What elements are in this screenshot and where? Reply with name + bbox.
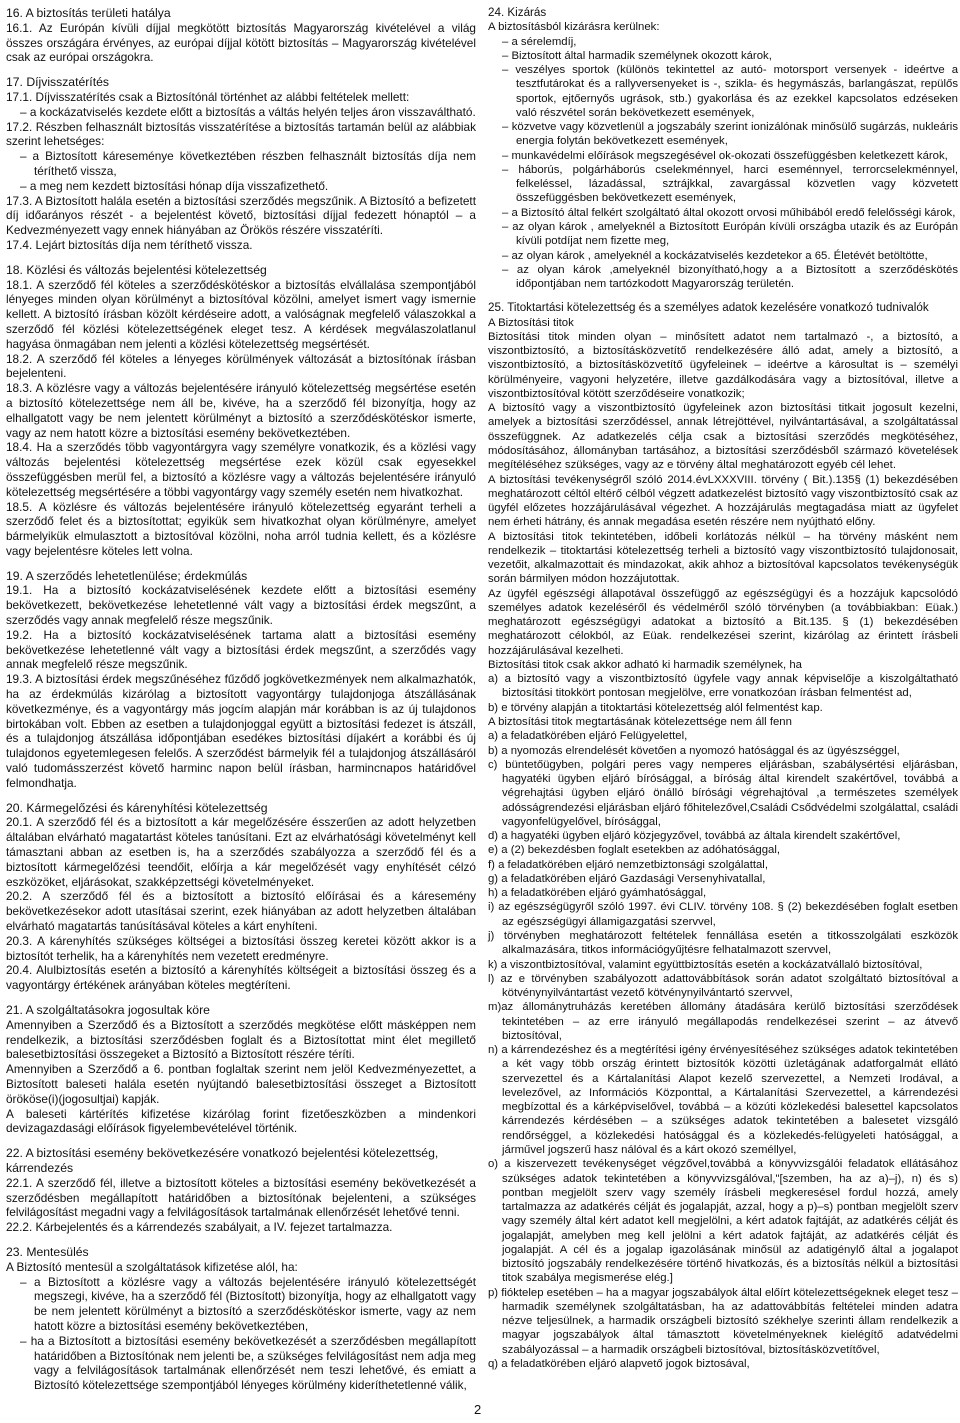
disclosure-exception-list	[488, 729, 958, 1371]
section-17-heading: 17. Díjvisszatérítés	[6, 75, 109, 90]
list-item-17-2a: – a Biztosított káreseménye következtében részben felhasznált biztosítás díja nem téríthető vissza,	[20, 149, 476, 178]
paragraph-20-2: 20.2. A szerződő fél és a biztosított a biztosító előírásai és a káresemény bekövetkezésekor adott utasításai szerint, ezek hiányában az adott helyzetben általában elvárható magatartás tanúsításával köteles a kárt enyhíteni.	[6, 889, 476, 934]
paragraph-16-1: 16.1. Az Európán kívüli díjjal megkötött biztosítás Magyarország kivételével a világ összes országára érvényes, az európai díjjal kötött biztosítás – Magyarország kivételével csak az európai országokra.	[6, 20, 476, 65]
paragraph-18-5: 18.5. A közlésre és változás bejelentésére irányuló kötelezettség egyaránt terheli a szerződő felet és a biztosítottat; egyikük sem hivatkozhat olyan körülményre, amelyet bármelyikük elmulasztott a biztosítóval közölni, noha arról tudnia kellett, és a közlésre vagy bejelentésre köteles lett volna.	[6, 499, 476, 558]
section-25-subheading: A Biztosítási titok	[488, 316, 574, 329]
section-22-heading: 22. A biztosítási esemény bekövetkezésére vonatkozó bejelentési kötelezettség, kárrendezés	[6, 1146, 439, 1175]
section-20-heading: 20. Kármegelőzési és kárenyhítési kötelezettség	[6, 800, 268, 815]
paragraph-20-4: 20.4. Alulbiztosítás esetén a biztosító a kárenyhítés költségeit a biztosítási összeg és a vagyontárgy értékének arányában köteles megtéríteni.	[6, 963, 476, 993]
paragraph-17-3: 17.3. A Biztosított halála esetén a biztosítási szerződés megszűnik. A Biztosító a befizetett díj időarányos részét - a bejelentést követő, biztosítási díjjal fedezett hónaptól – a Kedvezményezett vagy ennek hiányában az Örökös részére visszatéríti.	[6, 193, 476, 238]
list-item-23-b: – ha a Biztosított a biztosítási esemény bekövetkezését a szerződésben megállapított határidőben a Biztosítónak nem jelenti be, a szükséges felvilágosítást nem adja meg vagy a felvilágosítások tartalmának ellenőrzését nem teszi lehetővé, és emiatt a Biztosító kötelezettsége szempontjából lényeges körülmény kideríthetetlenné válik,	[20, 1333, 476, 1393]
list-item: a) a feladatkörében eljáró Felügyelettel,	[488, 730, 688, 743]
paragraph-21-3: A baleseti kártérítés kifizetése kizárólag forint fizetőeszközben a mindenkori devizagazdasági előírások figyelembevételével történik.	[6, 1106, 476, 1136]
list-item: q) a feladatkörében eljáró alapvető jogok biztosával,	[488, 1357, 750, 1370]
section-21-heading: 21. A szolgáltatásokra jogosultak köre	[6, 1003, 210, 1017]
list-item: – veszélyes sportok (különös tekintettel az autó- motorsport versenyek - ideértve a tesztfutárokat és a rallyversenyeket is -, szikla- és hegymászás, barlangászat, repülős sportok, ejtőernyős ugrások, stb.) gyakorlása és az ezekkel kapcsolatos edzéseken való részvétel során bekövetkezett események,	[502, 64, 958, 119]
list-item: – az olyan károk , amelyeknél a kockázatviselés kezdetekor a 65. Életévét betöltötte,	[502, 249, 928, 262]
section-19-heading: 19. A szerződés lehetetlenülése; érdekmúlás	[6, 568, 248, 583]
list-item: k) a viszontbiztosítóval, valamint együttbiztosítás esetén a kockázatvállaló biztosítóval,	[488, 958, 923, 971]
paragraph-20-3: 20.3. A kárenyhítés szükséges költségei a biztosítási összeg keretei között akkor is a biztosítót terhelik, ha a kárenyhítés nem vezetett eredményre.	[6, 933, 476, 963]
list-item: f) a feladatkörében eljáró nemzetbiztonsági szolgálattal,	[488, 858, 768, 871]
list-item: – Biztosított által harmadik személynek okozott károk,	[502, 49, 772, 62]
list-item: – háborús, polgárháborús cselekménnyel, harci eseménnyel, terrorcselekménnyel, felkeléssel, lázadással, sztrájkkal, zavargással közvetlen vagy közvetett összefüggésben bekövetkezett események,	[502, 163, 958, 205]
exclusion-list	[488, 35, 958, 292]
list-item: – az olyan károk ,amelyeknél bizonyítható,hogy a a Biztosított a szerződéskötés időpontjában nem tartózkodott Magyarország területén.	[502, 263, 958, 291]
paragraph-25-6: Biztosítási titok csak akkor adható ki harmadik személynek, ha	[488, 658, 802, 671]
paragraph-25-4: A biztosítási titok tekintetében, időbeli korlátozás nélkül – ha törvény másként nem rendelkezik – titoktartási kötelezettség terheli a biztosító vagy viszontbiztosító tulajdonosait, vezetőit, alkalmazottait és mindazokat, akik ahhoz a biztosítóval kapcsolatos tevékenységük során bármilyen módon hozzájutottak.	[488, 530, 958, 586]
paragraph-23-intro: A Biztosító mentesül a szolgáltatások kifizetése alól, ha:	[6, 1259, 298, 1274]
paragraph-25-9: A biztosítási titok megtartásának kötelezettsége nem áll fenn	[488, 716, 792, 729]
paragraph-24-intro: A biztosításból kizárásra kerülnek:	[488, 21, 660, 34]
left-column	[6, 6, 476, 1393]
list-item: l) az e törvényben szabályozott adattovábbítások során adatot szolgáltató biztosítóval a kötvénynyilvántartást vezető kötvénynyilvántartó szervvel,	[488, 972, 958, 1000]
list-item-17-2b: – a meg nem kezdett biztosítási hónap díja visszafizethető.	[20, 178, 329, 193]
list-item: i) az egészségügyről szóló 1997. évi CLIV. törvény 108. § (2) bekezdésében foglalt esetben az egészségügyi államigazgatási szervvel,	[488, 901, 958, 928]
paragraph-18-4: 18.4. Ha a szerződés több vagyontárgyra vagy személyre vonatkozik, és a közlési vagy változás bejelentési kötelezettség megsértése ezek közül csak egyesekkel összefüggésben merül fel, a biztosító a közlésre vagy a változás bejelentésére irányuló kötelezettség megsértésére a többi vagyontárgy vagy személy esetén nem hivatkozhat.	[6, 440, 476, 499]
paragraph-25-8: b) e törvény alapján a titoktartási kötelezettség alól felmentést kap.	[488, 701, 823, 714]
paragraph-22-1: 22.1. A szerződő fél, illetve a biztosított köteles a biztosítási esemény bekövetkezését a szerződésben megállapított határidőben a biztosítónak bejelenteni, a szükséges felvilágosítást megadni vagy a felvilágosítások tartalmának ellenőrzését lehetővé tenni.	[6, 1175, 476, 1220]
paragraph-19-2: 19.2. Ha a biztosító kockázatviselésének tartama alatt a biztosítási esemény bekövetkezése lehetetlenné vált vagy a biztosítási érdek megszűnt, a szerződés vagy annak megfelelő része megszűnik.	[6, 627, 476, 672]
paragraph-25-5: Az ügyfél egészségi állapotával összefüggő az egészségügyi és a hozzájuk kapcsolódó személyes adatok kezeléséről és védelméről szóló törvényben (a továbbiakban: Eüak.) meghatározott egészségügyi adatokat a biztosító a Bit.135. § (1) bekezdésében meghatározott célokból, az Eüak. rendelkezései szerint, kizárólag az érintett írásbeli hozzájárulásával kezelheti.	[488, 587, 958, 657]
paragraph-25-1: Biztosítási titok minden olyan – minősített adatot nem tartalmazó -, a biztosító, a viszontbiztosító, a biztosításközvetítő rendelkezésére álló adat, amely a biztosító, a viszontbiztosító, a biztosításközvetítő ügyfeleinek – ideértve a károsultat is – személyi körülményeire, vagyoni helyzetére, illetve gazdálkodására vagy a biztosítóval, illetve a viszontbiztosítóval kötött szerződéseire vonatkozik;	[488, 330, 958, 400]
paragraph-17-4: 17.4. Lejárt biztosítás díja nem téríthető vissza.	[6, 237, 253, 252]
list-item: m)az állománytruházás keretében állomány átadására kerülő biztosítási szerződések tekintetében – az erre irányuló megállapodás rendelkezései szerint – az átvevő biztosítóval,	[488, 1001, 958, 1042]
list-item: – közvetve vagy közvetlenül a jogszabály szerint ionizálónak minősülő sugárzás, nukleáris energia folytán bekövetkezett események,	[502, 121, 958, 148]
list-item: b) a nyomozás elrendelését követően a nyomozó hatósággal és az ügyészséggel,	[488, 744, 900, 757]
paragraph-20-1: 20.1. A szerződő fél és a biztosított a kár megelőzésére ésszerűen az adott helyzetben általában elvárható magatartást köteles tanúsítani. Ezt az elvárhatósági követelményt kell támasztani abban az esetben is, ha a szerződés szabályozza a szerződő fél és a biztosított kármegelőzési teendőit, előírja a kár megelőzését vagy enyhítését célzó eszközöket, eljárásokat, szakképzettségi követelményeket.	[6, 815, 476, 889]
list-item-23-a: – a Biztosított a közlésre vagy a változás bejelentésére irányuló kötelezettségét megszegi, kivéve, ha a szerződő fél (Biztosított) bizonyítja, hogy az elhallgatott vagy be nem jelentett körülményt a biztosító a szerződéskötéskor ismerte, vagy az nem hatott közre a biztosítási esemény bekövetkeztében,	[20, 1274, 476, 1333]
list-item: h) a feladatkörében eljáró gyámhatósággal,	[488, 887, 707, 900]
section-25-heading: 25. Titoktartási kötelezettség és a személyes adatok kezelésére vonatkozó tudnivalók	[488, 301, 929, 315]
section-24-heading: 24. Kizárás	[488, 6, 547, 19]
paragraph-18-2: 18.2. A szerződő fél köteles a lényeges körülmények változását a biztosítónak írásban bejelenteni.	[6, 351, 476, 381]
paragraph-19-1: 19.1. Ha a biztosító kockázatviselésének kezdete előtt a biztosítási esemény bekövetkezett, bekövetkezése lehetetlenné vált vagy a biztosítási érdek megszűnt, a szerződés vagy annak megfelelő része megszűnik.	[6, 583, 476, 628]
list-item: – a Biztosító által felkért szolgáltató által okozott orvosi műhibából eredő felelősségi károk,	[502, 206, 956, 219]
list-item: c) büntetőügyben, polgári peres vagy nemperes eljárásban, szabálysértési eljárásban, hagyatéki ügyben eljáró bírósággal, a bíróság által kirendelt szakértővel, továbbá a végrehajtási ügyben eljáró önálló bírósági végrehajtóval ,a természetes személyek adósságrendezési eljárásban eljáró főhitelezővel,Családi Csődvédelmi szolgálattal, családi vagyonfelügyelővel, bírósággal,	[488, 758, 958, 828]
list-item: – munkavédelmi előírások megszegésével ok-okozati összefüggésben keletkezett károk,	[502, 149, 948, 162]
list-item: e) a (2) bekezdésben foglalt esetekben az adóhatósággal,	[488, 844, 780, 857]
paragraph-17-1: 17.1. Díjvisszatérítés csak a Biztosítónál történhet az alábbi feltételek mellett:	[6, 89, 410, 104]
paragraph-25-3: A biztosítási tevékenységről szóló 2014.évLXXXVIII. törvény ( Bit.).135§ (1) bekezdésében meghatározott céltól eltérő célból végzett adatkezelést biztosító vagy viszontbiztosító csak az ügyfél előzetes hozzájárulásával végezhet. A hozzájárulás megtagadása miatt az ügyfelet nem érheti hátrány, és annak megadása esetén részére nem nyújtható előny.	[488, 473, 958, 529]
list-item: n) a kárrendezéshez és a megtérítési igény érvényesítéséhez szükséges adatok tekintetében a két vagy több ország érintett biztosítók közötti üzletágának adatforgalmát ellátó szervezettel és a Kártalanítási Alapot kezelő szervezettel, a Nemzeti Irodával, a levelezővel, az Információs Központtal, a Kártalanítási Szervezettel, a kárrendezési megbízottal és a kárképviselővel, továbbá – a közúti közlekedési balesettel kapcsolatos kárrendezés kérdésében – a szükséges adatok tekintetében a balesetet vizsgáló rendőrséggel, a közlekedési hatósággal és a közlekedés-felügyeleti hatósággal, a járművel jogszerű hasz nálóval és a kárt okozó személlyel,	[488, 1044, 958, 1156]
section-23-heading: 23. Mentesülés	[6, 1244, 89, 1259]
right-column	[488, 6, 958, 1371]
paragraph-22-2: 22.2. Kárbejelentés és a kárrendezés szabályait, a IV. fejezet tartalmazza.	[6, 1220, 393, 1235]
list-item-17-1a: – a kockázatviselés kezdete előtt a biztosítás a váltás helyén teljes áron visszaváltható.	[20, 104, 476, 119]
paragraph-25-2: A biztosító vagy a viszontbiztosító ügyfeleinek azon biztosítási titkait jogosult kezelni, amelyek a biztosítási szerződéssel, annak létrejöttével, nyilvántartásával, a szolgáltatással összefüggnek. Az adatkezelés célja csak a biztosítási szerződés megkötéséhez, módosításához, állományban tartásához, a biztosítási szerződésből származó követelések megítéléséhez szükséges, vagy az e törvény által meghatározott egyéb cél lehet.	[488, 402, 958, 472]
section-16-heading: 16. A biztosítás területi hatálya	[6, 6, 171, 20]
list-item: d) a hagyatéki ügyben eljáró közjegyzővel, továbbá az általa kirendelt szakértővel,	[488, 830, 901, 843]
page-number: 2	[474, 1402, 482, 1417]
list-item: g) a feladatkörében eljáró Gazdasági Versenyhivatallal,	[488, 872, 766, 885]
paragraph-21-1: Amennyiben a Szerződő és a Biztosított a szerződés megkötése előtt másképpen nem rendelkezik, a biztosítási szerződésben foglalt és a Biztosítottat mint élet megillető balesetbiztosítási összegeket a Biztosító a Biztosított részére téríti.	[6, 1017, 476, 1062]
list-item: o) a kiszervezett tevékenységet végzővel,továbbá a könyvvizsgálói feladatok ellátásához szükséges adatok tekintetében a könyvvizsgálóval,"[szemben, ha az a)–j), n) és s) pontban megjelölt szerv vagy személy írásbeli megkeresésel fordul hozzá, amely tartalmazza az adatkérés célját és jogalapját, azzal, hogy a p)–s) pontban megjelölt szerv vagy személy által kért adatot kell megjelölni, a kért adatok fajtáját, az adatkérés célját és jogalapját, amelyben meg kell jelölni a kért adatok fajtáját, az adatkérés célját és jogalapját. A cél és a jogalap igazolásának minősül az adatigénylő által a jogalapot biztosító jogszabály rendelkezésére történő hivatkozás, és a biztosítás nélkül a biztosítási titok szabálya megismerése elég.]	[488, 1158, 958, 1285]
paragraph-18-3: 18.3. A közlésre vagy a változás bejelentésére irányuló kötelezettség megsértése esetén a biztosító kötelezettsége nem áll be, kivéve, ha a szerződő fél bizonyítja, hogy az elhallgatott vagy be nem jelentett körülményt a biztosító a szerződéskötéskor ismerte, vagy az nem hatott közre a biztosítási esemény bekövetkeztében.	[6, 381, 476, 440]
section-18-heading: 18. Közlési és változás bejelentési kötelezettség	[6, 262, 267, 277]
list-item: p) fióktelep esetében – ha a magyar jogszabályok által előírt kötelezettségeknek eleget tesz – harmadik személynek szolgáltatásban, ha az adattovábbítás feltételei minden adatra nézve teljesülnek, a harmadik országbeli biztosító székhelye szerinti állam rendelkezik a magyar jogszabályok által támasztott követelményeknek kielégítő adatvédelmi szabályozással – a harmadik országbeli biztosítóval, biztosításközvetítővel,	[488, 1286, 958, 1356]
list-item: j) törvényben meghatározott feltételek fennállása esetén a titkosszolgálati eszközök alkalmazására, titkos információgyűjtésre felhatalmazott szervvel,	[488, 930, 958, 957]
paragraph-17-2: 17.2. Részben felhasznált biztosítás visszatérítése a biztosítás tartamán belül az alábbiak szerint lehetséges:	[6, 119, 476, 149]
list-item: – a sérelemdíj,	[502, 35, 577, 48]
paragraph-18-1: 18.1. A szerződő fél köteles a szerződéskötéskor a biztosítás elvállalása szempontjából lényeges minden olyan körülményt a biztosítóval közölni, amelyet ismert vagy ismernie kellett. A biztosító írásban közölt kérdéseire adott, a valóságnak megfelelő válaszokkal a szerződő fél közlési kötelezettségének eleget tesz. A kérdések megválaszolatlanul hagyása önmagában nem jelenti a közlési kötelezettség megsértését.	[6, 277, 476, 351]
paragraph-21-2: Amennyiben a Szerződő a 6. pontban foglaltak szerint nem jelöl Kedvezményezettet, a Biztosított baleseti halála esetén nyújtandó balesetbiztosítási összeget a Biztosított örököse(i)(jogosultjai) kapják.	[6, 1062, 476, 1106]
paragraph-25-7: a) a biztosító vagy a viszontbiztosító ügyfele vagy annak képviselője a kiszolgáltatható biztosítási titokkört pontosan megjelölve, erre vonatkozóan írásban felmentést ad,	[488, 673, 958, 700]
list-item: – az olyan károk , amelyeknél a Biztosított Európán kívüli országba utazik és az Európán kívüli potdíjat nem fizette meg,	[502, 220, 958, 248]
paragraph-19-3: 19.3. A biztosítási érdek megszűnéséhez fűződő jogkövetkezmények nem alkalmazhatók, ha az érdekmúlás kizárólag a biztosított vagyontárgy tulajdonjoga átszállásának következménye, és a vagyontárgy más jogcím alapján már korábban is az új tulajdonos birtokában volt. Ebben az esetben a tulajdonjoggal együtt a biztosítási fedezet is átszáll, és a tulajdonjog átszállása időpontjában esedékes biztosítási díjakért a korábbi és új tulajdonos egyetemlegesen felelős. A szerződést bármelyik fél a tulajdonjog átszállásáról való tudomásszerzést követő harminc napon belül írásban, harmincnapos határidővel felmondhatja.	[6, 672, 476, 790]
